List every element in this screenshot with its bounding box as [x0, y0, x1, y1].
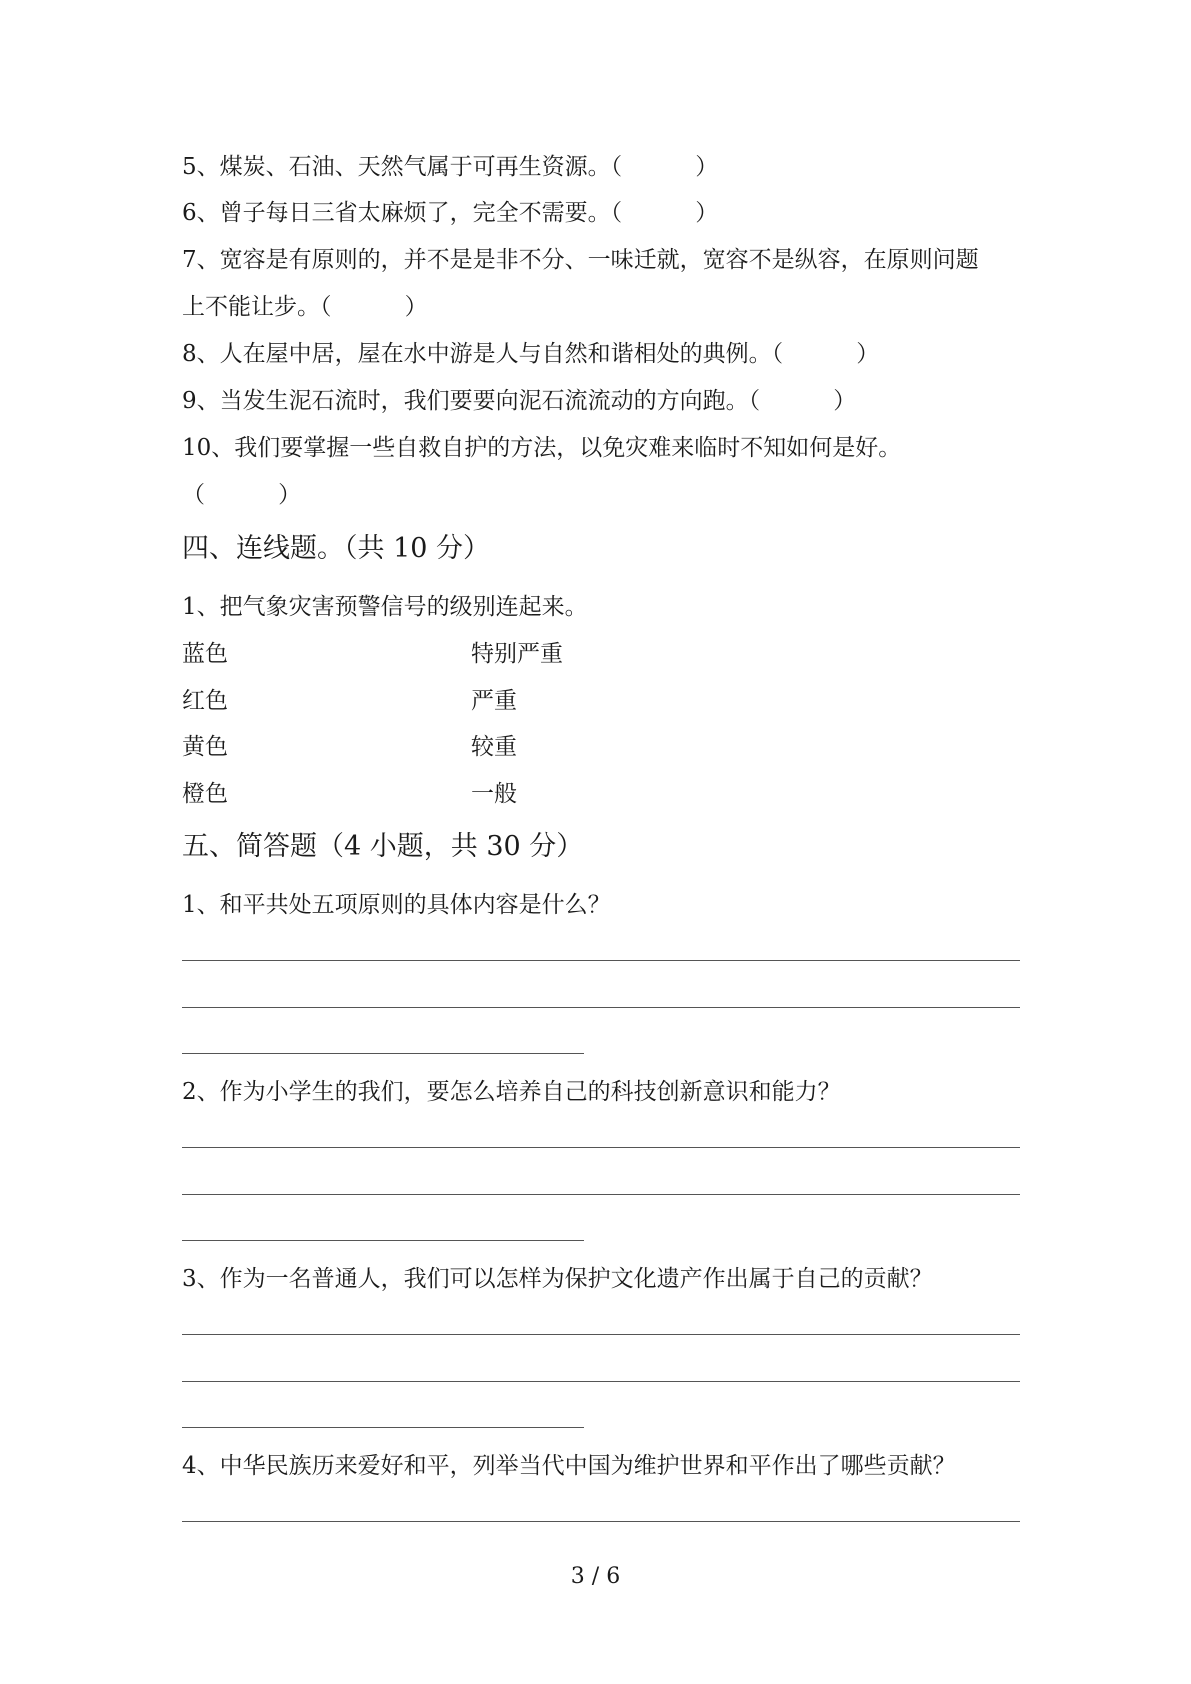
match-left-1: 蓝色	[182, 641, 228, 667]
question-5: 5、煤炭、石油、天然气属于可再生资源。（ ）	[182, 154, 719, 180]
answer-line[interactable]	[182, 960, 1020, 961]
answer-line[interactable]	[182, 1334, 1020, 1335]
section-5-title: 五、简答题（4 小题，共 30 分）	[182, 831, 584, 862]
answer-line[interactable]	[182, 1147, 1020, 1148]
answer-line[interactable]	[182, 1381, 1020, 1382]
question-7-line-2: 上不能让步。（ ）	[182, 294, 428, 320]
answer-line[interactable]	[182, 1007, 1020, 1008]
question-8: 8、人在屋中居，屋在水中游是人与自然和谐相处的典例。（ ）	[182, 341, 880, 367]
match-right-4: 一般	[471, 781, 517, 807]
match-left-2: 红色	[182, 688, 228, 714]
answer-line[interactable]	[182, 1194, 1020, 1195]
answer-line[interactable]	[182, 1053, 584, 1054]
section-4-question-1: 1、把气象灾害预警信号的级别连起来。	[182, 594, 588, 620]
match-right-1: 特别严重	[471, 641, 563, 667]
question-10-line-1: 10、我们要掌握一些自救自护的方法，以免灾难来临时不知如何是好。	[182, 435, 902, 461]
question-10-line-2: （ ）	[182, 482, 302, 508]
question-9: 9、当发生泥石流时，我们要要向泥石流流动的方向跑。（ ）	[182, 388, 857, 414]
page-number: 3 / 6	[570, 1564, 621, 1589]
section-5-question-1: 1、和平共处五项原则的具体内容是什么？	[182, 892, 611, 918]
answer-line[interactable]	[182, 1240, 584, 1241]
section-4-title: 四、连线题。（共 10 分）	[182, 533, 491, 564]
match-left-3: 黄色	[182, 734, 228, 760]
match-right-3: 较重	[471, 734, 517, 760]
section-5-question-2: 2、作为小学生的我们，要怎么培养自己的科技创新意识和能力？	[182, 1079, 841, 1105]
question-6: 6、曾子每日三省太麻烦了，完全不需要。（ ）	[182, 200, 719, 226]
answer-line[interactable]	[182, 1427, 584, 1428]
section-5-question-4: 4、中华民族历来爱好和平，列举当代中国为维护世界和平作出了哪些贡献？	[182, 1453, 956, 1479]
match-left-4: 橙色	[182, 781, 228, 807]
section-5-question-3: 3、作为一名普通人，我们可以怎样为保护文化遗产作出属于自己的贡献？	[182, 1266, 933, 1292]
question-7-line-1: 7、宽容是有原则的，并不是是非不分、一味迁就，宽容不是纵容，在原则问题	[182, 247, 979, 273]
answer-line[interactable]	[182, 1521, 1020, 1522]
match-right-2: 严重	[471, 688, 517, 714]
